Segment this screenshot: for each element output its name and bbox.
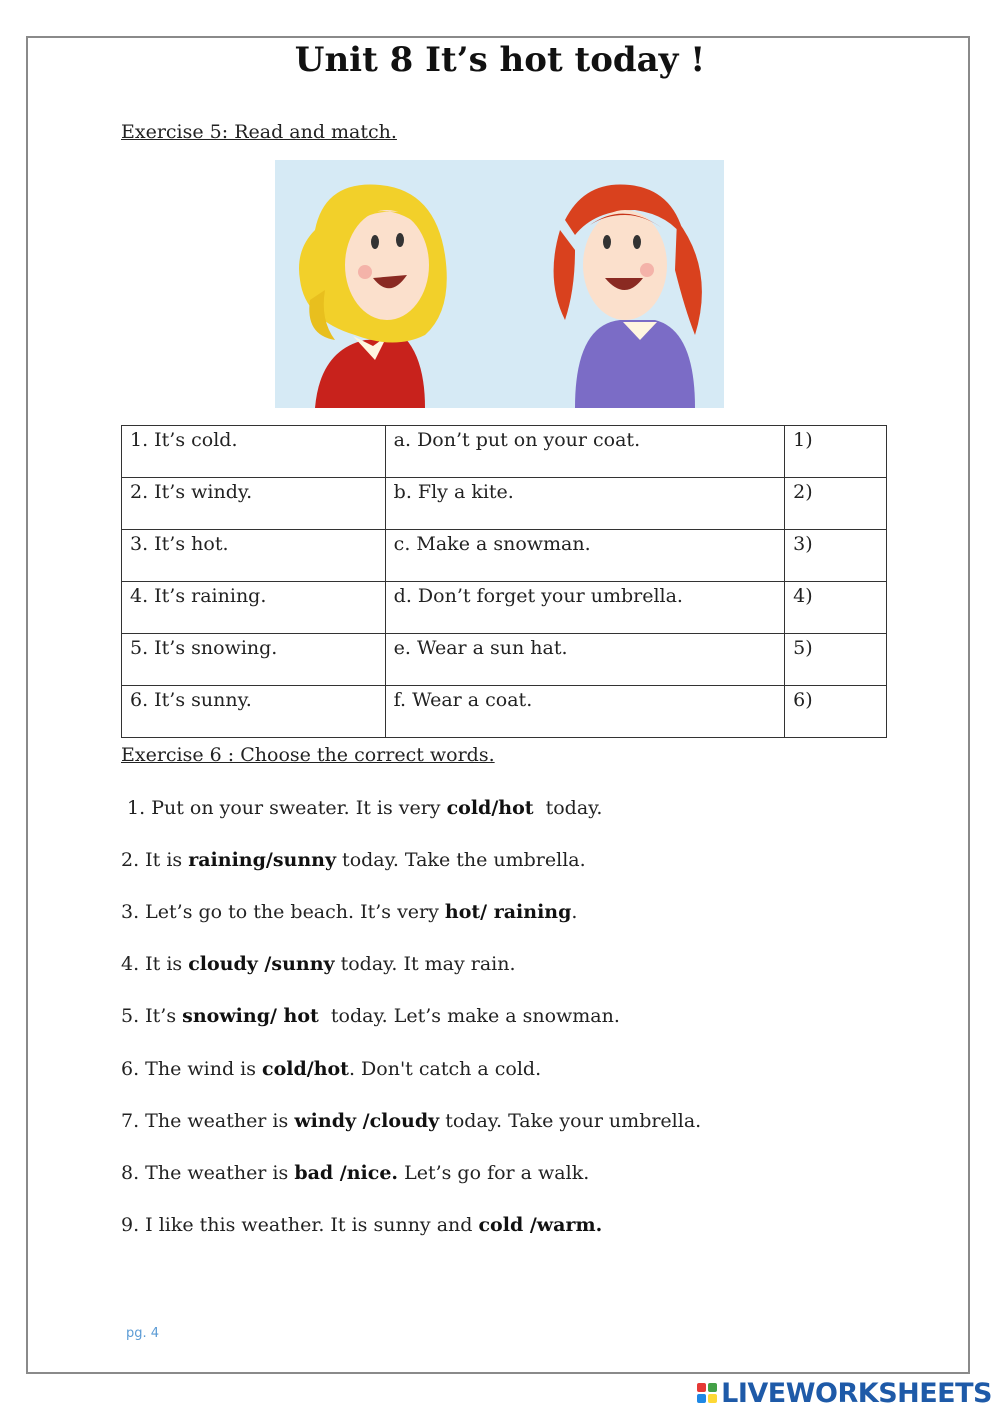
advice-cell: a. Don’t put on your coat. (385, 426, 784, 478)
weather-cell: 1. It’s cold. (122, 426, 386, 478)
table-row (122, 582, 887, 634)
sentence-6 (121, 1058, 541, 1080)
page-title: Unit 8 It’s hot today ! (294, 40, 706, 80)
sentence-7 (121, 1110, 701, 1132)
sentence-text: today. Take your umbrella. (439, 1110, 702, 1132)
advice-cell: c. Make a snowman. (385, 530, 784, 582)
sentence-text: 4. It is (121, 953, 189, 975)
sentence-text: 6. The wind is (121, 1058, 263, 1080)
answer-cell[interactable]: 3) (785, 530, 887, 582)
sentence-text: today. (533, 797, 603, 819)
table-row (122, 426, 887, 478)
word-choice[interactable]: bad /nice. (294, 1162, 399, 1184)
liveworksheets-brand[interactable] (697, 1376, 992, 1410)
weather-cell: 3. It’s hot. (122, 530, 386, 582)
table-row (122, 634, 887, 686)
sentence-text: 3. Let’s go to the beach. It’s very (121, 901, 445, 923)
advice-cell: b. Fly a kite. (385, 478, 784, 530)
answer-cell[interactable]: 2) (785, 478, 887, 530)
sentence-text: Let’s go for a walk. (398, 1162, 590, 1184)
word-choice[interactable]: cold /warm. (478, 1214, 603, 1236)
word-choice[interactable]: snowing/ hot (182, 1005, 319, 1027)
weather-cell: 5. It’s snowing. (122, 634, 386, 686)
blonde-girl-drawing (299, 185, 447, 408)
match-table (121, 425, 887, 738)
sentence-text: . Don't catch a cold. (348, 1058, 542, 1080)
word-choice[interactable]: cold/hot (262, 1058, 349, 1080)
sentence-text: today. It may rain. (334, 953, 516, 975)
table-row (122, 478, 887, 530)
weather-cell: 6. It’s sunny. (122, 686, 386, 738)
sentence-1 (121, 797, 602, 819)
answer-cell[interactable]: 4) (785, 582, 887, 634)
sentence-8 (121, 1162, 589, 1184)
exercise-6-heading: Exercise 6 : Choose the correct words. (121, 744, 495, 766)
two-girls-illustration (275, 160, 724, 408)
advice-cell: d. Don’t forget your umbrella. (385, 582, 784, 634)
word-choice[interactable]: raining/sunny (188, 849, 337, 871)
sentence-2 (121, 849, 586, 871)
sentence-3 (121, 901, 577, 923)
advice-cell: f. Wear a coat. (385, 686, 784, 738)
sentence-text: 1. Put on your sweater. It is very (121, 797, 447, 819)
weather-cell: 2. It’s windy. (122, 478, 386, 530)
sentence-text: today. Take the umbrella. (336, 849, 586, 871)
sentence-text: . (571, 901, 578, 923)
sentence-text: 7. The weather is (121, 1110, 295, 1132)
sentence-text: today. Let’s make a snowman. (318, 1005, 620, 1027)
exercise-5-heading: Exercise 5: Read and match. (121, 121, 397, 143)
sentence-5 (121, 1005, 620, 1027)
answer-cell[interactable]: 1) (785, 426, 887, 478)
sentence-text: 2. It is (121, 849, 189, 871)
word-choice[interactable]: cold/hot (446, 797, 534, 819)
sentence-text: 8. The weather is (121, 1162, 295, 1184)
sentence-text: 5. It’s (121, 1005, 183, 1027)
word-choice[interactable]: hot/ raining (444, 901, 572, 923)
answer-cell[interactable]: 5) (785, 634, 887, 686)
sentence-4 (121, 953, 516, 975)
table-row (122, 530, 887, 582)
sentence-9 (121, 1214, 602, 1236)
answer-cell[interactable]: 6) (785, 686, 887, 738)
table-row (122, 686, 887, 738)
liveworksheets-logo-icon (697, 1383, 717, 1403)
page-number: pg. 4 (126, 1326, 160, 1341)
word-choice[interactable]: cloudy /sunny (188, 953, 335, 975)
brand-name: LIVEWORKSHEETS (721, 1377, 992, 1409)
redhead-girl-drawing (554, 184, 702, 408)
advice-cell: e. Wear a sun hat. (385, 634, 784, 686)
word-choice[interactable]: windy /cloudy (294, 1110, 440, 1132)
sentence-text: 9. I like this weather. It is sunny and (121, 1214, 479, 1236)
weather-cell: 4. It’s raining. (122, 582, 386, 634)
